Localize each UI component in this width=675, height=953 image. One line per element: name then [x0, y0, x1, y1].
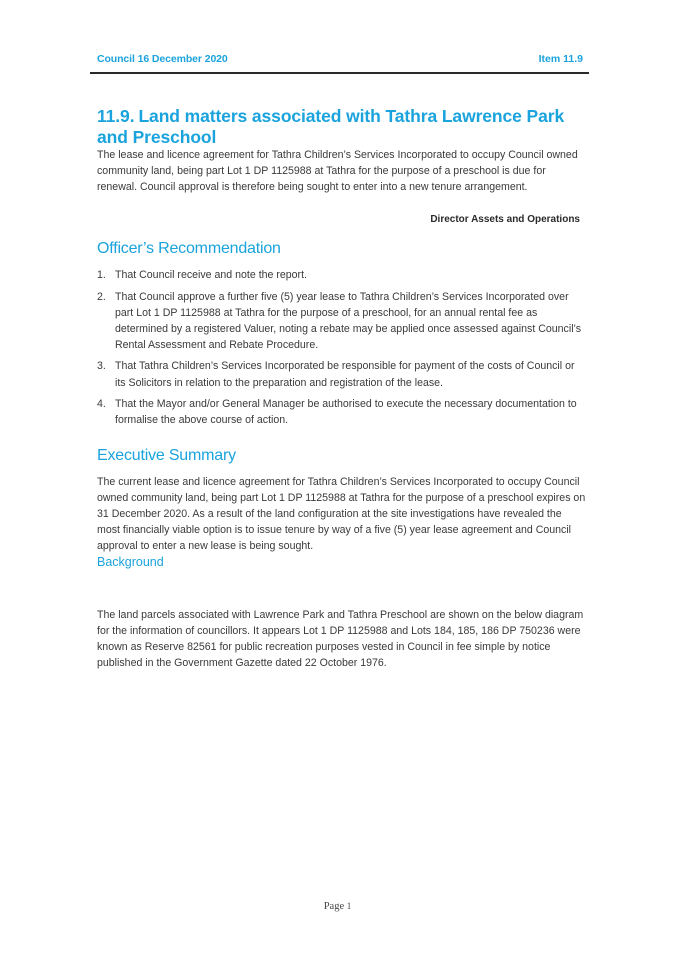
- item-number: 2.: [97, 290, 106, 303]
- item-number: 3.: [97, 360, 106, 373]
- recommendation-item: [97, 267, 587, 283]
- page-title: [97, 106, 597, 148]
- recommendation-item: [97, 358, 587, 390]
- page-label: Page: [323, 901, 345, 912]
- page-header: [97, 53, 583, 69]
- page-footer: [0, 901, 675, 912]
- recommendation-item: [97, 289, 587, 353]
- recommendation-list: [97, 267, 587, 434]
- item-number: 1.: [97, 269, 106, 281]
- title-number: 11.9.: [97, 106, 135, 126]
- item-text: That the Mayor and/or General Manager be authorised to execute the necessary documentation to formalise the above course of action.: [115, 398, 577, 427]
- report-author: Director Assets and Operations: [430, 214, 580, 225]
- item-number: 4.: [97, 398, 106, 411]
- item-text: That Council receive and note the report.: [115, 269, 307, 281]
- executive-summary-paragraph: The current lease and licence agreement for Tathra Children’s Services Incorporated to occupy Council owned community land, being part Lot 1 DP 1125988 at Tathra for the purpose of a preschool expires on 31 December 2020. As a result of the land configuration at the site investigations have revealed the most financially viable option is to issue tenure by way of a five (5) year lease agreement and Council approval to enter a new lease is being sought.: [97, 476, 586, 553]
- meeting-date: Council 16 December 2020: [97, 53, 228, 65]
- background-paragraph: The land parcels associated with Lawrence Park and Tathra Preschool are shown on the below diagram for the information of councillors. It appears Lot 1 DP 1125988 and Lots 184, 185, 186 DP 750236 were known as Reserve 82561 for public recreation purposes vested in Council in fee simple by notice published in the Government Gazette dated 22 October 1976.: [97, 609, 584, 670]
- item-number: Item 11.9: [538, 53, 583, 65]
- page-number: 1: [346, 901, 352, 911]
- title-text: Land matters associated with Tathra Lawrence Park and Preschool: [97, 106, 565, 147]
- item-text: That Council approve a further five (5) year lease to Tathra Children’s Services Incorporated over part Lot 1 DP 1125988 at Tathra for the purpose of a preschool, for an annual rental fee as determined by a registered Valuer, noting a rebate may be applied once assessed against Council’s Rental Assessment and Rebate Procedure.: [115, 290, 582, 351]
- recommendation-item: [97, 396, 587, 428]
- header-divider: [90, 72, 589, 74]
- intro-paragraph: The lease and licence agreement for Tathra Children’s Services Incorporated to occupy Council owned community land, being part Lot 1 DP 1125988 at Tathra for the purpose of a preschool is due for renewal. Council approval is therefore being sought to enter into a new tenure arrangement.: [97, 149, 578, 194]
- background-heading: Background: [97, 555, 164, 569]
- executive-summary-heading: Executive Summary: [97, 447, 236, 464]
- item-text: That Tathra Children’s Services Incorporated be responsible for payment of the costs of Council or its Solicitors in relation to the preparation and registration of the lease.: [115, 360, 575, 389]
- recommendation-heading: Officer’s Recommendation: [97, 240, 281, 257]
